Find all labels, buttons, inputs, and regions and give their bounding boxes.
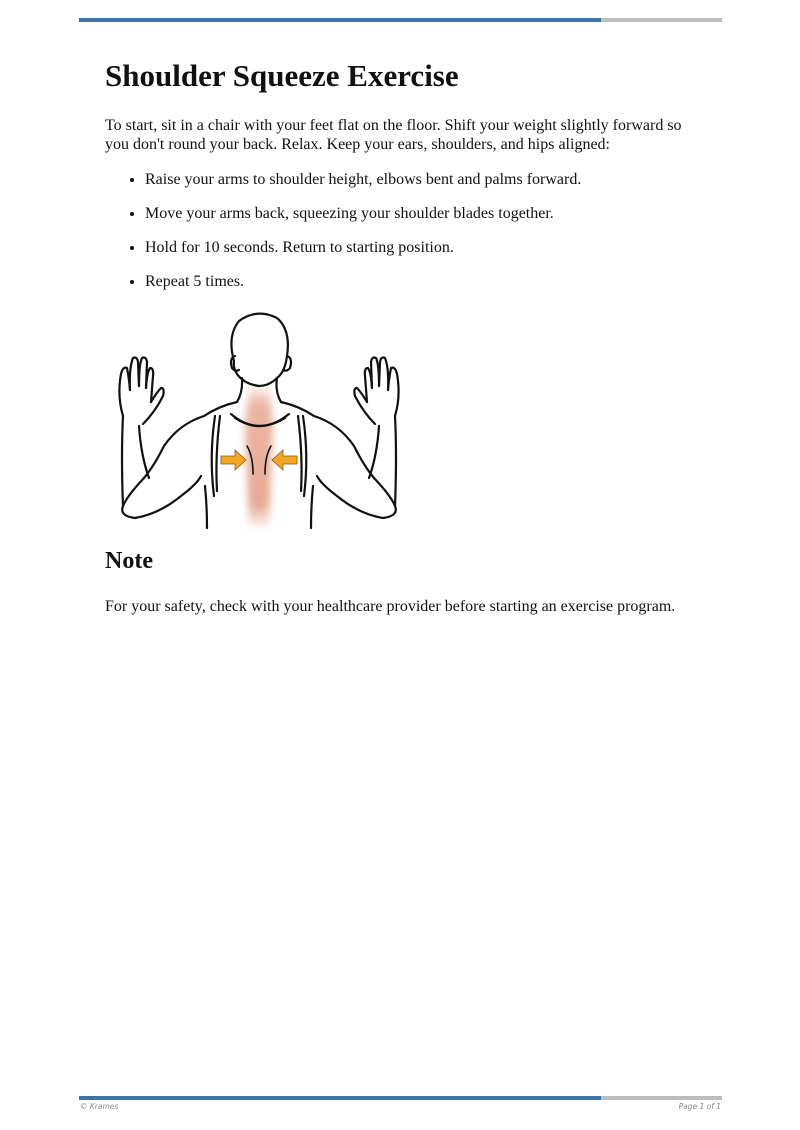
footer-copyright: © Krames <box>80 1102 119 1111</box>
list-item: • Repeat 5 times. <box>145 272 705 291</box>
list-item: • Move your arms back, squeezing your shoulder blades together. <box>145 204 705 223</box>
list-item: • Hold for 10 seconds. Return to starting position. <box>145 238 705 257</box>
spine-highlight <box>245 384 273 527</box>
list-item: • Raise your arms to shoulder height, elbows bent and palms forward. <box>145 170 705 189</box>
footer-rule-primary <box>79 1096 601 1100</box>
note-heading: Note <box>105 548 153 574</box>
footer-rule <box>79 1096 722 1100</box>
header-rule-secondary <box>601 18 722 22</box>
note-text: For your safety, check with your healthcare provider before starting an exercise program. <box>105 598 676 615</box>
header-rule-primary <box>79 18 601 22</box>
footer-rule-secondary <box>601 1096 722 1100</box>
intro-paragraph: To start, sit in a chair with your feet flat on the floor. Shift your weight slightly forward so you don't round your back. Relax. Keep your ears, shoulders, and hips aligned: <box>105 117 682 153</box>
document-body <box>105 54 705 616</box>
steps-list <box>105 170 705 291</box>
shoulder-squeeze-illustration <box>109 306 409 531</box>
page-title: Shoulder Squeeze Exercise <box>105 58 459 93</box>
header-rule <box>79 18 722 22</box>
footer-page-number: Page 1 of 1 <box>678 1102 721 1111</box>
